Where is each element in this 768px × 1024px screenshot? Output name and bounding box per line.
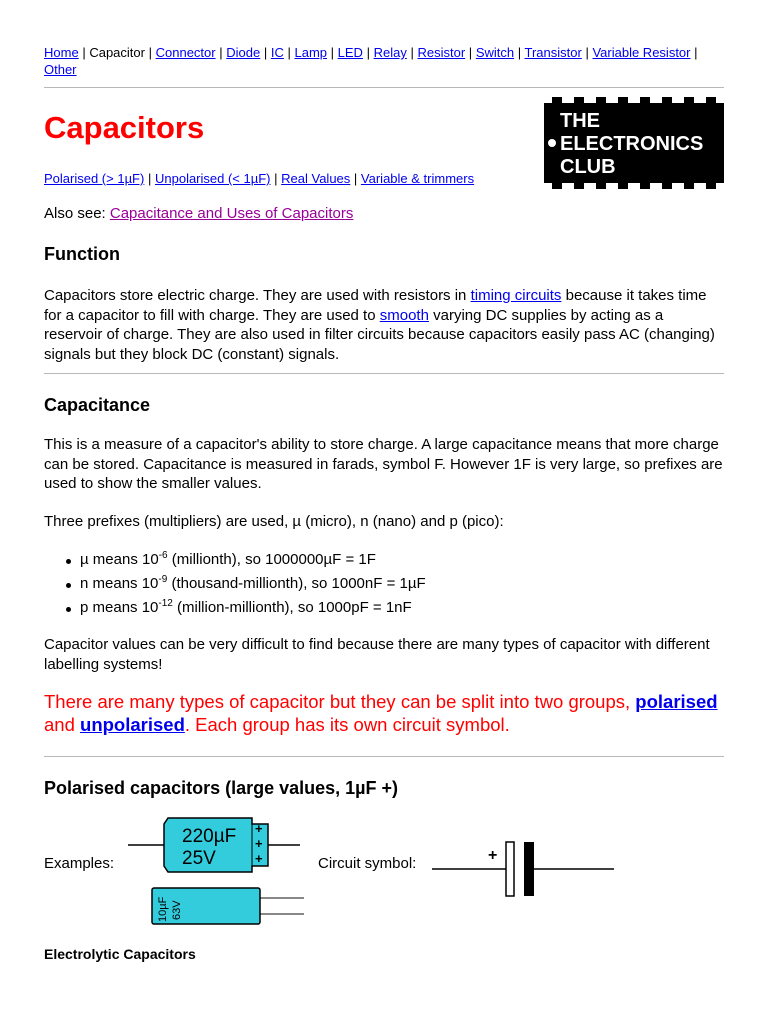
small-capacitor-value: 10µF <box>157 896 169 922</box>
nav-link-diode[interactable]: Diode <box>226 45 261 60</box>
link-timing-circuits[interactable]: timing circuits <box>470 287 562 304</box>
small-capacitor-voltage: 63V <box>171 900 183 920</box>
nav-separator: | <box>366 45 370 60</box>
plus-mark: + <box>255 836 263 851</box>
also-see-prefix: Also see: <box>44 205 110 222</box>
nav-separator: | <box>287 45 291 60</box>
heading-capacitance: Capacitance <box>44 395 151 415</box>
link-capacitance-uses[interactable]: Capacitance and Uses of Capacitors <box>109 205 354 222</box>
top-navigation <box>44 44 724 78</box>
bullet-exponent: -12 <box>158 598 173 609</box>
nav-link-ic[interactable]: IC <box>270 45 284 60</box>
nav-separator: | <box>263 45 268 60</box>
link-smooth[interactable]: smooth <box>379 306 429 324</box>
function-text-2: because it takes time for a capacitor to fill with charge. They are used to <box>44 287 707 324</box>
nav-separator: | <box>353 171 358 186</box>
prefix-list <box>44 548 426 620</box>
link-unpolarised-group[interactable]: unpolarised <box>80 714 185 735</box>
page-title: Capacitors <box>44 110 205 145</box>
large-capacitor-value: 220µF <box>182 826 237 847</box>
nav-separator: | <box>330 45 335 60</box>
bullet-text-post: (millionth), so 1000000µF = 1F <box>167 551 376 568</box>
nav-link-lamp[interactable]: Lamp <box>294 45 328 60</box>
capacitance-paragraph-3: Capacitor values can be very difficult to find because there are many types of capacitor with different labelling systems! <box>44 636 710 673</box>
polarised-capacitor-symbol <box>432 836 616 902</box>
bullet-text-pre: p means 10 <box>80 599 159 616</box>
divider <box>44 756 724 757</box>
divider <box>44 87 724 88</box>
nav-link-variable-resistor[interactable]: Variable Resistor <box>592 45 691 60</box>
function-text-1: Capacitors store electric charge. They are used with resistors in <box>44 287 471 304</box>
heading-polarised: Polarised capacitors (large values, 1µF +) <box>44 778 399 798</box>
link-unpolarised[interactable]: Unpolarised (< 1µF) <box>154 171 271 186</box>
heading-function: Function <box>44 244 120 264</box>
circuit-symbol-label: Circuit symbol: <box>318 855 417 872</box>
nav-link-led[interactable]: LED <box>337 45 363 60</box>
capacitance-paragraph-1: This is a measure of a capacitor's ability to store charge. A large capacitance means that more charge can be stored. Capacitance is measured in farads, symbol F. However 1F is very large, so prefixes are used to show the smaller values. <box>44 436 723 492</box>
logo-text-line3: CLUB <box>560 156 616 178</box>
nav-separator: | <box>468 45 473 60</box>
plus-mark: + <box>488 847 498 864</box>
link-real-values[interactable]: Real Values <box>281 171 351 186</box>
electrolytic-capacitors-heading: Electrolytic Capacitors <box>44 946 196 962</box>
list-item <box>44 548 426 572</box>
callout-text-3: . Each group has its own circuit symbol. <box>184 714 510 735</box>
bullet-text-pre: n means 10 <box>80 575 159 592</box>
electrolytic-capacitor-illustration <box>128 814 304 926</box>
list-item <box>44 596 426 620</box>
nav-separator: | <box>148 45 152 60</box>
also-see <box>44 205 353 223</box>
nav-separator: | <box>585 45 589 60</box>
plus-mark: + <box>255 821 263 836</box>
function-paragraph <box>44 286 724 364</box>
list-item <box>44 572 426 596</box>
section-links <box>44 170 474 187</box>
nav-separator: | <box>82 45 86 60</box>
callout-text-2: and <box>44 714 81 735</box>
large-capacitor-voltage: 25V <box>182 848 216 869</box>
link-polarised[interactable]: Polarised (> 1µF) <box>44 171 145 186</box>
nav-separator: | <box>219 45 223 60</box>
nav-link-home[interactable]: Home <box>44 45 79 60</box>
examples-label: Examples: <box>44 855 115 872</box>
nav-separator: | <box>517 45 522 60</box>
capacitance-paragraph-2: Three prefixes (multipliers) are used, µ (micro), n (nano) and p (pico): <box>44 513 504 530</box>
nav-separator: | <box>147 171 152 186</box>
bullet-text-post: (thousand-millionth), so 1000nF = 1µF <box>167 575 426 592</box>
nav-separator: | <box>694 45 698 60</box>
nav-link-connector[interactable]: Connector <box>155 45 216 60</box>
logo-text-line2: ELECTRONICS <box>560 133 704 155</box>
plus-mark: + <box>255 851 263 866</box>
electronics-club-logo[interactable] <box>544 97 724 189</box>
bullet-exponent: -6 <box>158 550 168 561</box>
logo-text-line1: THE <box>560 110 600 132</box>
callout-text-1: There are many types of capacitor but they can be split into two groups, <box>44 691 636 712</box>
bullet-exponent: -9 <box>158 574 168 585</box>
nav-separator: | <box>410 45 414 60</box>
link-variable-trimmers[interactable]: Variable & trimmers <box>360 171 475 186</box>
nav-current-capacitor: Capacitor <box>89 45 145 60</box>
nav-link-resistor[interactable]: Resistor <box>417 45 466 60</box>
nav-link-switch[interactable]: Switch <box>475 45 515 60</box>
nav-link-relay[interactable]: Relay <box>373 45 407 60</box>
nav-separator: | <box>274 171 278 186</box>
divider <box>44 373 724 374</box>
callout-groups <box>44 690 724 736</box>
bullet-text-pre: µ means 10 <box>80 551 159 568</box>
bullet-text-post: (million-millionth), so 1000pF = 1nF <box>172 599 412 616</box>
link-polarised-group[interactable]: polarised <box>635 691 718 712</box>
nav-link-other[interactable]: Other <box>44 62 77 77</box>
nav-link-transistor[interactable]: Transistor <box>524 45 582 60</box>
function-text-3: varying DC supplies by acting as a reservoir of charge. They are also used in filter circuits because capacitors easily pass AC (changing) signals but they block DC (constant) signals. <box>44 306 715 363</box>
